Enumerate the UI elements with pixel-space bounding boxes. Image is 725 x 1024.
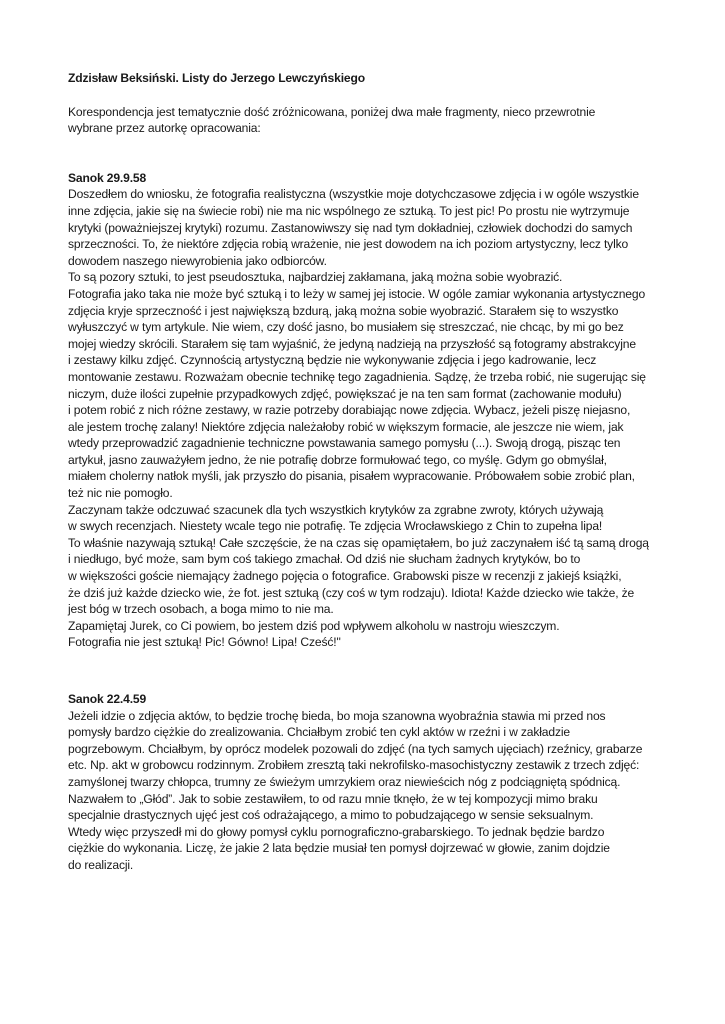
document-title: Zdzisław Beksiński. Listy do Jerzego Lewczyńskiego (68, 71, 365, 85)
text-line: w większości goście niemający żadnego pojęcia o fotografice. Grabowski pisze w recenzji z jakiejś książki, (68, 569, 622, 584)
text-line: ciężkie do wykonania. Liczę, że jakie 2 lata będzie musiał ten pomysł dojrzewać w głowie, zanim dojdzie (68, 841, 610, 856)
text-line: mojej wiedzy skrócili. Starałem się tam wyjaśnić, że jedyną nadzieją na przyszłość są fotogramy abstrakcyjne (68, 336, 636, 351)
text-line: miałem cholerny natłok myśli, jak przyszło do pisania, pisałem wypracowanie. Próbowałem sobie zrobić plan, (68, 469, 635, 484)
text-line: zdjęcia kryje sprzeczność i jest największą bzdurą, jaką można sobie wyobrazić. Starałem się to wszystko (68, 303, 619, 318)
text-line: montowanie zestawu. Rozważam obecnie technikę tego zagadnienia. Sądzę, że trzeba robić, nie sugerując się (68, 369, 646, 384)
text-line: Doszedłem do wniosku, że fotografia realistyczna (wszystkie moje dotychczasowe zdjęcia i w ogóle wszystkie (68, 187, 639, 202)
text-line: jest bóg w trzech osobach, a boga mimo to nie ma. (68, 602, 334, 617)
text-line: do realizacji. (68, 857, 134, 872)
text-line: Wtedy więc przyszedł mi do głowy pomysł cyklu pornograficzno-grabarskiego. To jednak będzie bardzo (68, 824, 605, 839)
text-line: Zaczynam także odczuwać szacunek dla tych wszystkich krytyków za zgrabne zwroty, których używają (68, 502, 604, 517)
text-line: pomysły bardzo ciężkie do zrealizowania. Chciałbym zrobić ten cykl aktów w rzeźni i w zakładzie (68, 725, 570, 740)
text-line: wtedy przeprowadzić zagadnienie techniczne powstawania samego pomysłu (...). Swoją drogą, pisząc ten (68, 436, 621, 451)
text-line: też nic nie pomogło. (68, 486, 173, 501)
intro-line: Korespondencja jest tematycznie dość zróżnicowana, poniżej dwa małe fragmenty, nieco przewrotnie (68, 104, 596, 119)
letter-body (68, 708, 708, 874)
text-line: w swych recenzjach. Niestety wcale tego nie potrafię. Te zdjęcia Wrocławskiego z Chin to zupełna lipa! (68, 519, 603, 534)
letter-section (68, 691, 708, 874)
text-line: i potem robić z nich różne zestawy, w razie potrzeby dorabiając nowe zdjęcia. Wybacz, jeżeli piszę niejasno, (68, 403, 631, 418)
text-line: że dziś już każde dziecko wie, że fot. jest sztuką (czy coś w tym rodzaju). Idiota! Każde dziecko wie także, że (68, 585, 635, 600)
text-line: artykuł, jasno zauważyłem jedno, że nie potrafię dobrze formułować tego, co myślę. Gdym go obmyślał, (68, 452, 607, 467)
letter-date: Sanok 29.9.58 (68, 170, 147, 185)
text-line: Zapamiętaj Jurek, co Ci powiem, bo jestem dziś pod wpływem alkoholu w nastroju wieszczym. (68, 618, 560, 633)
text-line: Fotografia nie jest sztuką! Pic! Gówno! Lipa! Cześć!" (68, 635, 341, 650)
intro-line: wybrane przez autorkę opracowania: (68, 121, 261, 136)
letter-body (68, 186, 708, 651)
text-line: i niedługo, być może, sam bym coś takiego zmachał. Od dziś nie słucham żadnych krytyków, bo to (68, 552, 581, 567)
letter-section (68, 170, 708, 651)
text-line: inne zdjęcia, jakie się na świecie robi) nie ma nic wspólnego ze sztuką. To jest pic! Po prostu nie wytrzymuje (68, 203, 630, 218)
text-line: niczym, duże ilości zupełnie przypadkowych zdjęć, powiększać je na ten sam format (zachowanie modułu) (68, 386, 622, 401)
text-line: i zestawy kilku zdjęć. Czynnością artystyczną będzie nie wykonywanie zdjęcia i jego kadrowanie, lecz (68, 353, 597, 368)
text-line: krytyki (poważniejszej krytyki) rozumu. Zastanowiwszy się nad tym dokładniej, człowiek dochodzi do samych (68, 220, 633, 235)
text-line: Fotografia jako taka nie może być sztuką i to leży w samej jej istocie. W ogóle zamiar wykonania artystycznego (68, 286, 646, 301)
text-line: Jeżeli idzie o zdjęcia aktów, to będzie trochę bieda, bo moja szanowna wyobraźnia stawia mi przed nos (68, 708, 606, 723)
letter-date: Sanok 22.4.59 (68, 692, 147, 706)
text-line: pogrzebowym. Chciałbym, by oprócz modelek pozowali do zdjęć (na tych samych ujęciach) rzeźnicy, grabarze (68, 741, 643, 756)
text-line: ale jestem trochę zalany! Niektóre zdjęcia należałoby robić w większym formacie, ale jeszcze nie wiem, jak (68, 419, 624, 434)
document-page (68, 70, 708, 874)
intro-paragraph (68, 104, 708, 137)
text-line: specjalnie drastycznych ujęć jest coś odrażającego, a mimo to pobudzającego w sensie seksualnym. (68, 808, 594, 823)
text-line: zamyślonej twarzy chłopca, trumny ze świeżym umrzykiem oraz niewieścich nóg z podciągniętą spódnicą. (68, 774, 621, 789)
text-line: Nazwałem to „Głód”. Jak to sobie zestawiłem, to od razu mnie tknęło, że w tej kompozycji mimo braku (68, 791, 598, 806)
text-line: dowodem naszego niewyrobienia jako odbiorców. (68, 253, 327, 268)
text-line: sprzeczności. To, że niektóre zdjęcia robią wrażenie, nie jest dowodem na ich poziom artystyczny, lecz tylko (68, 237, 629, 252)
text-line: To właśnie nazywają sztuką! Całe szczęście, że na czas się opamiętałem, bo już zaczynałem iść tą samą drogą (68, 535, 649, 550)
text-line: To są pozory sztuki, to jest pseudosztuka, najbardziej zakłamana, jaką można sobie wyobrazić. (68, 270, 563, 285)
text-line: wyłuszczyć w tym artykule. Nie wiem, czy dość jasno, bo musiałem się streszczać, nie chcąc, by mi go bez (68, 320, 624, 335)
text-line: etc. Np. akt w grobowcu rodzinnym. Zrobiłem zresztą taki nekrofilsko-masochistyczny zestawik z trzech zdjęć: (68, 758, 640, 773)
